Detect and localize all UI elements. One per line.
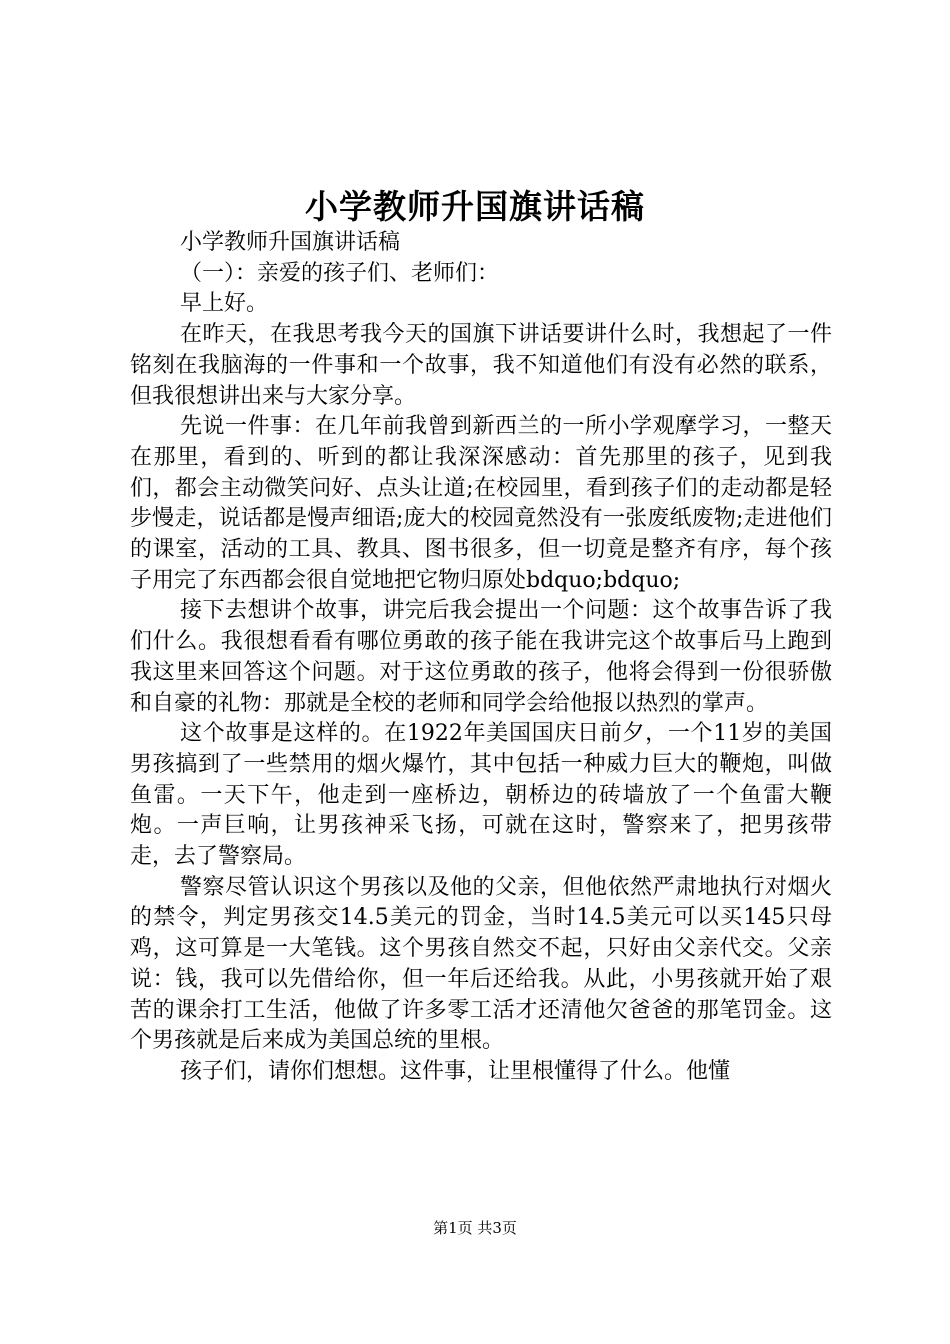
paragraph-greeting: （一）：亲爱的孩子们、老师们： xyxy=(180,260,500,286)
paragraph-intro: 在昨天，在我思考我今天的国旗下讲话要讲什么时，我想起了一件铭刻在我脑海的一件事和一个故事，我不知道他们有没有必然的联系，但我很想讲出来与大家分享。 xyxy=(130,322,832,409)
paragraph-subtitle: 小学教师升国旗讲话稿 xyxy=(180,230,401,255)
paragraph-question: 接下去想讲个故事，讲完后我会提出一个问题：这个故事告诉了我们什么。我很想看看有哪位勇敢的孩子能在我讲完这个故事后马上跑到我这里来回答这个问题。对于这位勇敢的孩子，他将会得到一份很骄傲和自豪的礼物：那就是全校的老师和同学会给他报以热烈的掌声。 xyxy=(130,598,832,716)
paragraph-closing: 孩子们，请你们想想。这件事，让里根懂得了什么。他懂 xyxy=(180,1058,731,1084)
page-number: 第1页 共3页 xyxy=(433,1219,517,1237)
paragraph-new-zealand: 先说一件事：在几年前我曾到新西兰的一所小学观摩学习，一整天在那里，看到的、听到的都让我深深感动：首先那里的孩子，见到我们，都会主动微笑问好、点头让道;在校园里，看到孩子们的走动都是轻步慢走，说话都是慢声细语;庞大的校园竟然没有一张废纸废物;走进他们的课室，活动的工具、教具、图书很多，但一切竟是整齐有序，每个孩子用完了东西都会很自觉地把它物归原处bdquo;bdquo; xyxy=(130,414,832,593)
paragraph-story: 这个故事是这样的。在1922年美国国庆日前夕，一个11岁的美国男孩搞到了一些禁用的烟火爆竹，其中包括一种威力巨大的鞭炮，叫做鱼雷。一天下午，他走到一座桥边，朝桥边的砖墙放了一个鱼雷大鞭炮。一声巨响，让男孩神采飞扬，可就在这时，警察来了，把男孩带走，去了警察局。 xyxy=(130,721,832,870)
page-title: 小学教师升国旗讲话稿 xyxy=(305,187,645,226)
paragraph-good-morning: 早上好。 xyxy=(180,291,269,317)
document-body xyxy=(130,228,832,1088)
paragraph-police: 警察尽管认识这个男孩以及他的父亲，但他依然严肃地执行对烟火的禁令，判定男孩交14.5美元的罚金，当时14.5美元可以买145只母鸡，这可算是一大笔钱。这个男孩自然交不起，只好由父亲代交。父亲说：钱，我可以先借给你，但一年后还给我。从此，小男孩就开始了艰苦的课余打工生活，他做了许多零工活才还清他欠爸爸的那笔罚金。这个男孩就是后来成为美国总统的里根。 xyxy=(130,874,832,1054)
